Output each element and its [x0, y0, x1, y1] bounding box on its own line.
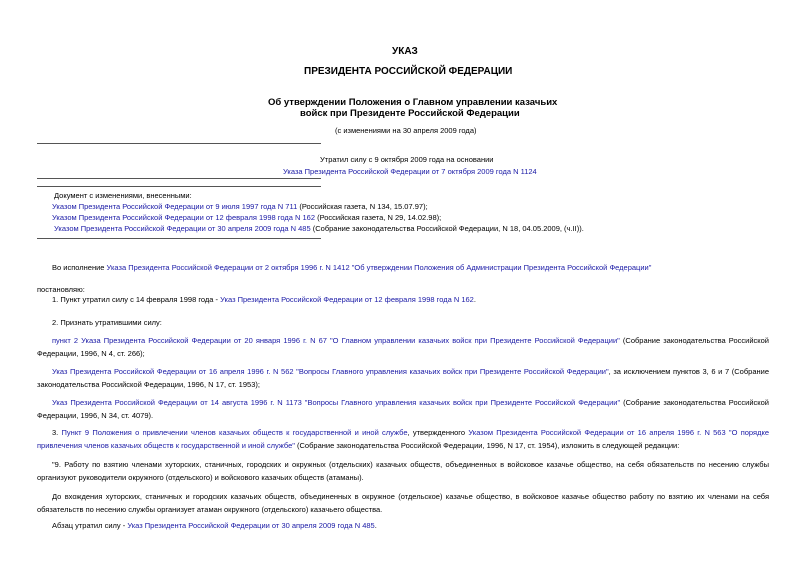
repealed-item-a [37, 334, 769, 360]
changes-item-link[interactable]: Указом Президента Российской Федерации от 30 апреля 2009 года N 485 [54, 224, 311, 233]
divider [37, 186, 321, 187]
quoted-paragraph-1: "9. Работу по взятию членами хуторских, станичных, городских и окружных (отдельских) казачьих обществ, объединенных в войсковое казачье общество, на себя обязательств по несению службы организуют руководители окружного (отдельского) и войскового казачьих обществ (атаманы). [37, 460, 769, 482]
repealed-item-b-link[interactable]: Указ Президента Российской Федерации от 16 апреля 1996 г. N 562 "Вопросы Главного управления казачьих войск при Президенте Российской Федерации" [52, 367, 609, 376]
paragraph-2: 2. Признать утратившими силу: [52, 318, 162, 327]
repealed-item-c [37, 396, 769, 422]
intro-link[interactable]: Указа Президента Российской Федерации от 2 октября 1996 г. N 1412 "Об утверждении Положения об Администрации Президента Российской Федерации" [106, 263, 652, 272]
paragraph-3-source: (Собрание законодательства Российской Федерации, 1996, N 17, ст. 1954), изложить в следующей редакции: [294, 441, 680, 450]
paragraph-1-end: . [473, 295, 476, 304]
paragraph-last-text: Абзац утратил силу - [52, 521, 128, 530]
changes-item-source: (Собрание законодательства Российской Федерации, N 18, 04.05.2009, (ч.II)). [310, 224, 584, 233]
paragraph-last-end: . [374, 521, 377, 530]
changes-item-link[interactable]: Указом Президента Российской Федерации от 12 февраля 1998 года N 162 [52, 213, 315, 222]
repealed-item-b [37, 365, 769, 391]
changes-item-source: (Российская газета, N 29, 14.02.98); [315, 213, 442, 222]
paragraph-1-link[interactable]: Указ Президента Российской Федерации от 12 февраля 1998 года N 162 [220, 295, 474, 304]
paragraph-last-link[interactable]: Указ Президента Российской Федерации от 30 апреля 2009 года N 485 [127, 521, 375, 530]
status-link[interactable]: Указа Президента Российской Федерации от 7 октября 2009 года N 1124 [283, 167, 537, 176]
status-line: Утратил силу с 9 октября 2009 года на основании [320, 155, 494, 164]
divider [37, 238, 321, 239]
repealed-item-c-link[interactable]: Указ Президента Российской Федерации от 14 августа 1996 г. N 1173 "Вопросы Главного управления казачьих войск при Президенте Российской Федерации" [52, 398, 621, 407]
amendment-note: (с изменениями на 30 апреля 2009 года) [335, 126, 477, 135]
doc-subtitle-line1: Об утверждении Положения о Главном управлении казачьих [268, 97, 558, 108]
doc-title: УКАЗ [392, 46, 418, 57]
doc-subtitle-line2: войск при Президенте Российской Федерации [300, 108, 520, 119]
paragraph-last [52, 521, 377, 531]
divider [37, 143, 321, 144]
intro-text: Во исполнение [52, 263, 107, 272]
repealed-item-b-source: , за исключением пунктов 3, 6 и 7 (Собрание законодательства Российской Федерации, 1996, N 17, ст. 1953); [37, 367, 769, 389]
repealed-item-a-source: (Собрание законодательства Российской Федерации, 1996, N 4, ст. 266); [37, 336, 769, 358]
changes-heading: Документ с изменениями, внесенными: [54, 191, 192, 200]
changes-item-link[interactable]: Указом Президента Российской Федерации от 9 июля 1997 года N 711 [52, 202, 298, 211]
changes-item [52, 202, 428, 212]
divider [37, 178, 321, 179]
doc-issuer: ПРЕЗИДЕНТА РОССИЙСКОЙ ФЕДЕРАЦИИ [304, 66, 513, 77]
paragraph-3-number: 3. [52, 428, 62, 437]
decree-word: постановляю: [37, 285, 85, 294]
paragraph-1-text: 1. Пункт утратил силу с 14 февраля 1998 года - [52, 295, 221, 304]
changes-item [52, 213, 441, 223]
repealed-item-c-source: (Собрание законодательства Российской Федерации, 1996, N 34, ст. 4079). [37, 398, 769, 420]
changes-item [54, 224, 584, 234]
paragraph-3-link-1[interactable]: Пункт 9 Положения о привлечении членов казачьих обществ к государственной и иной службе [61, 428, 408, 437]
paragraph-1 [52, 295, 476, 305]
paragraph-3-link-2[interactable]: Указом Президента Российской Федерации от 16 апреля 1996 г. N 563 "О порядке привлечения членов казачьих обществ к государственной и иной службе" [37, 428, 769, 450]
quoted-paragraph-2: До вхождения хуторских, станичных и городских казачьих обществ, объединенных в окружное (отдельское) казачье общество, в войсковое казачье общество работу по взятию их членами на себя обязательств по несению службы организует атаман окружного (отдельского) казачьего общества. [37, 492, 769, 514]
repealed-item-a-link[interactable]: пункт 2 Указа Президента Российской Федерации от 20 января 1996 г. N 67 "О Главном управлении казачьих войск при Президенте Российской Федерации" [52, 336, 620, 345]
paragraph-3-mid: , утвержденного [407, 428, 469, 437]
paragraph-3 [37, 426, 769, 452]
intro-paragraph [52, 263, 651, 273]
changes-item-source: (Российская газета, N 134, 15.07.97); [297, 202, 428, 211]
